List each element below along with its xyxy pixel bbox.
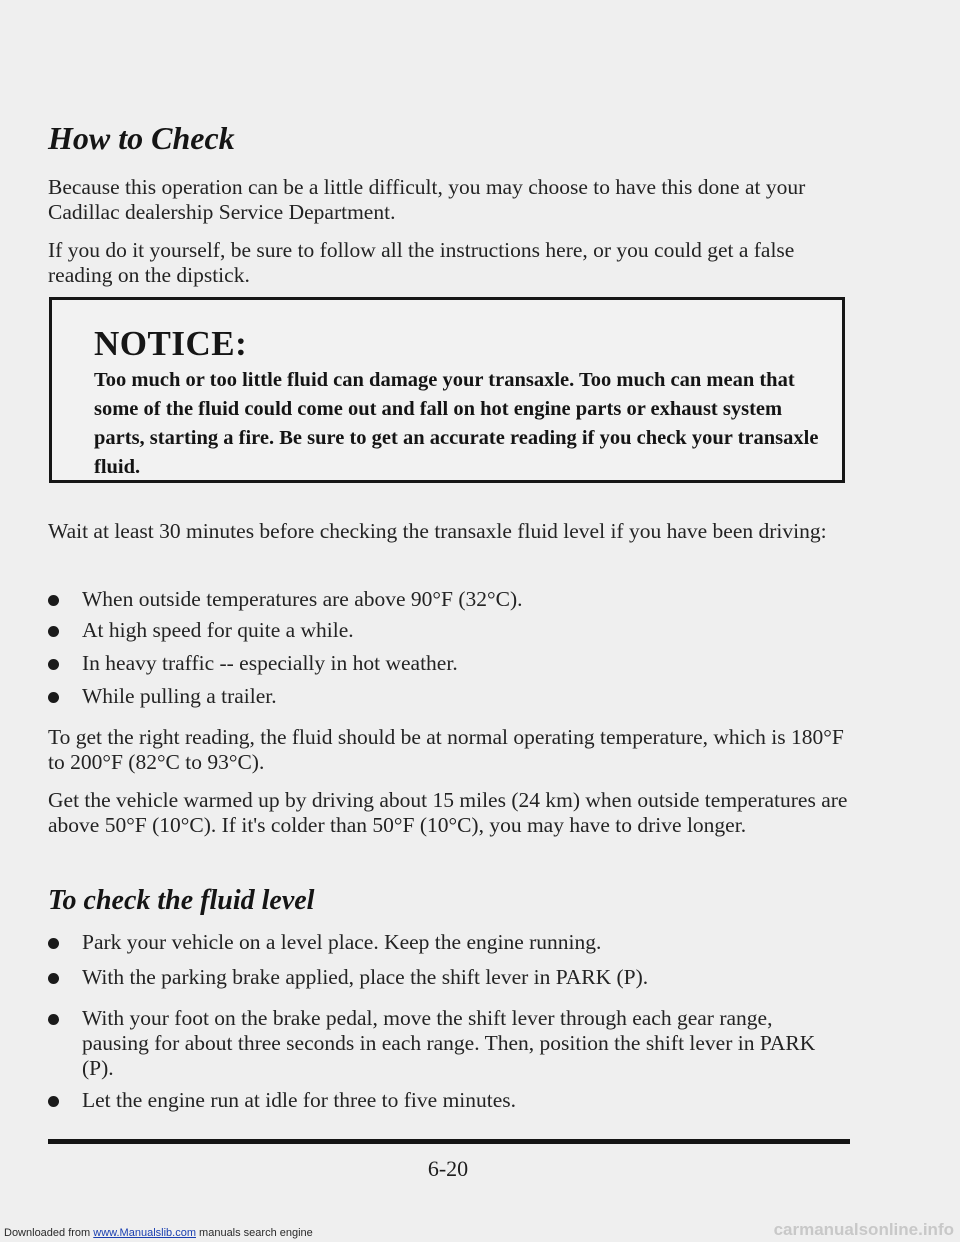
- notice-body: Too much or too little fluid can damage your transaxle. Too much can mean that some of the fluid could come out and fall on hot engine parts or exhaust system parts, starting a fire. Be sure to get an accurate reading if you check your transaxle fluid.: [94, 369, 819, 478]
- download-credit: Downloaded from www.Manualslib.com manuals search engine: [4, 1227, 313, 1239]
- warm-up-paragraph: Get the vehicle warmed up by driving about 15 miles (24 km) when outside temperatures are above 50°F (10°C). If it's colder than 50°F (10°C), you may have to drive longer.: [48, 788, 848, 837]
- watermark: carmanualsonline.info: [773, 1220, 954, 1239]
- bullet-icon: [48, 973, 59, 984]
- bullet-icon: [48, 595, 59, 606]
- manual-page: How to Check Because this operation can be a little difficult, you may choose to have this done at your Cadillac dealership Service Department. If you do it yourself, be sure to follow all the instructions here, or you could get a false reading on the dipstick. NOTICE: Too much or too little fluid can damage your transaxle. Too much can mean that some of the fluid could come out and fall on hot engine parts or exhaust system parts, starting a fire. Be sure to get an accurate reading if you check your transaxle fluid. Wait at least 30 minutes before checking the transaxle fluid level if you have been driving: When outside temperatures are above 90°F (32°C). At high speed for quite a while. In heavy traffic -- especially in hot weather. While pulling a trailer. To get the right reading, the fluid should be at normal operating temperature, which is 180°F to 200°F (82°C to 93°C). Get the vehicle warmed up by driving about 15 miles (24 km) when outside temperatures are above 50°F (10°C). If it's colder than 50°F (10°C), you may have to drive longer. To check the fluid level Park your vehicle on a level place. Keep the engine running. With the parking brake applied, place the shift lever in PARK (P). With your foot on the brake pedal, move the shift lever through each gear range, pausing for about three seconds in each range. Then, position the shift lever in PARK (P). Let the engine run at idle for three to five minutes. 6-20 Downloaded from www.Manualslib.com manuals search engine carmanualsonline.info: [0, 0, 960, 1242]
- bullet-icon: [48, 1014, 59, 1025]
- wait-paragraph: Wait at least 30 minutes before checking the transaxle fluid level if you have been driving:: [48, 519, 827, 543]
- subsection-title: To check the fluid level: [48, 885, 315, 916]
- manualslib-link[interactable]: www.Manualslib.com: [93, 1227, 196, 1239]
- operating-temp-paragraph: To get the right reading, the fluid should be at normal operating temperature, which is 180°F to 200°F (82°C to 93°C).: [48, 725, 844, 774]
- bullet-icon: [48, 692, 59, 703]
- page-number: 6-20: [427, 1156, 469, 1181]
- bullet-icon: [48, 626, 59, 637]
- bullet-icon: [48, 659, 59, 670]
- notice-title: NOTICE:: [94, 324, 248, 363]
- bullet-icon: [48, 938, 59, 949]
- notice-box: [49, 297, 845, 483]
- bullet-icon: [48, 1096, 59, 1107]
- intro-paragraph-1: Because this operation can be a little difficult, you may choose to have this done at your Cadillac dealership Service Department.: [48, 175, 806, 224]
- section-title: How to Check: [48, 120, 235, 156]
- footer-rule: [48, 1139, 850, 1144]
- intro-paragraph-2: If you do it yourself, be sure to follow all the instructions here, or you could get a false reading on the dipstick.: [48, 238, 795, 287]
